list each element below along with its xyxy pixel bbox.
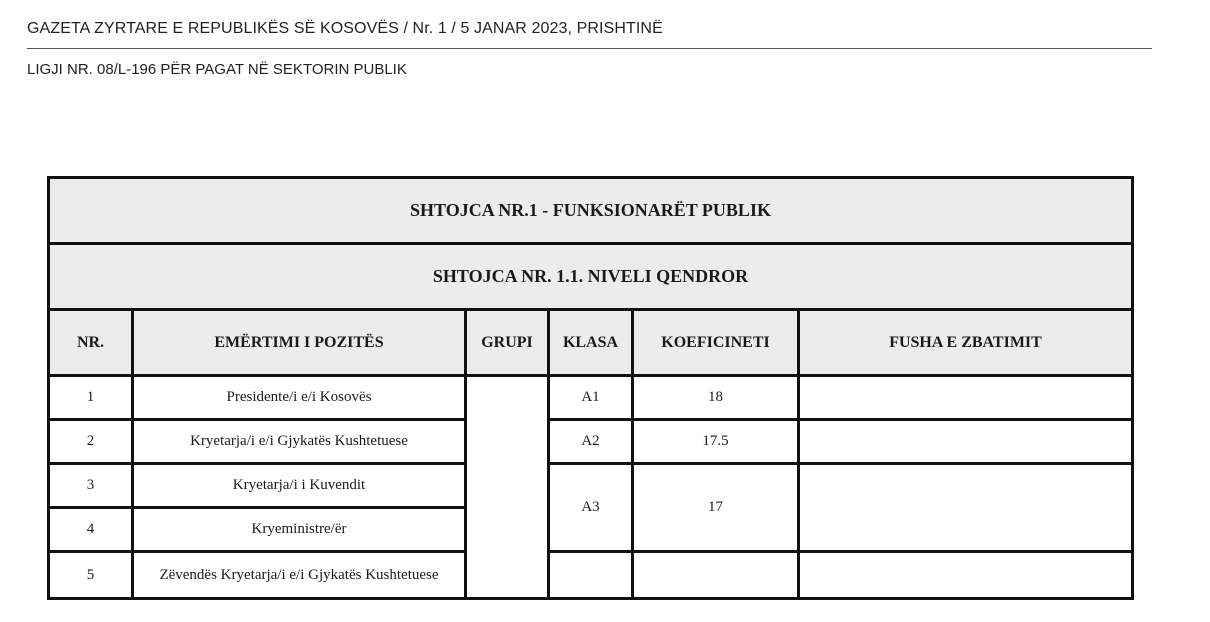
- row-class: A3: [549, 464, 633, 552]
- row-coefficient: 17: [633, 464, 799, 552]
- row-coefficient: 17.5: [633, 420, 799, 464]
- row-position: Presidente/i e/i Kosovës: [133, 376, 466, 420]
- row-nr: 3: [49, 464, 133, 508]
- row-class: A1: [549, 376, 633, 420]
- table-row: [49, 464, 1133, 508]
- row-scope: [799, 552, 1133, 599]
- row-class: [549, 552, 633, 599]
- row-nr: 1: [49, 376, 133, 420]
- row-group: [466, 376, 549, 599]
- row-nr: 2: [49, 420, 133, 464]
- col-header-coefficient: KOEFICINETI: [633, 310, 799, 376]
- annex-subtitle: SHTOJCA NR. 1.1. NIVELI QENDROR: [49, 244, 1133, 310]
- row-coefficient: 18: [633, 376, 799, 420]
- table-row: [49, 420, 1133, 464]
- header-divider: [27, 48, 1152, 49]
- col-header-position: EMËRTIMI I POZITËS: [133, 310, 466, 376]
- table-subtitle-row: [49, 244, 1133, 310]
- col-header-nr: NR.: [49, 310, 133, 376]
- table-row: [49, 552, 1133, 599]
- row-position: Kryeministre/ër: [133, 508, 466, 552]
- row-class: A2: [549, 420, 633, 464]
- col-header-scope: FUSHA E ZBATIMIT: [799, 310, 1133, 376]
- col-header-class: KLASA: [549, 310, 633, 376]
- row-scope: [799, 376, 1133, 420]
- row-scope: [799, 464, 1133, 552]
- row-nr: 5: [49, 552, 133, 599]
- table-title-row: [49, 178, 1133, 244]
- row-coefficient: [633, 552, 799, 599]
- row-position: Zëvendës Kryetarja/i e/i Gjykatës Kushtetuese: [133, 552, 466, 599]
- row-scope: [799, 420, 1133, 464]
- annex-title: SHTOJCA NR.1 - FUNKSIONARËT PUBLIK: [49, 178, 1133, 244]
- gazette-header: GAZETA ZYRTARE E REPUBLIKËS SË KOSOVËS / Nr. 1 / 5 JANAR 2023, PRISHTINË: [27, 20, 663, 37]
- law-title: LIGJI NR. 08/L-196 PËR PAGAT NË SEKTORIN PUBLIK: [27, 61, 407, 78]
- row-nr: 4: [49, 508, 133, 552]
- col-header-group: GRUPI: [466, 310, 549, 376]
- table-row: [49, 376, 1133, 420]
- salary-annex-table: [47, 176, 1134, 600]
- column-header-row: [49, 310, 1133, 376]
- row-position: Kryetarja/i e/i Gjykatës Kushtetuese: [133, 420, 466, 464]
- row-position: Kryetarja/i i Kuvendit: [133, 464, 466, 508]
